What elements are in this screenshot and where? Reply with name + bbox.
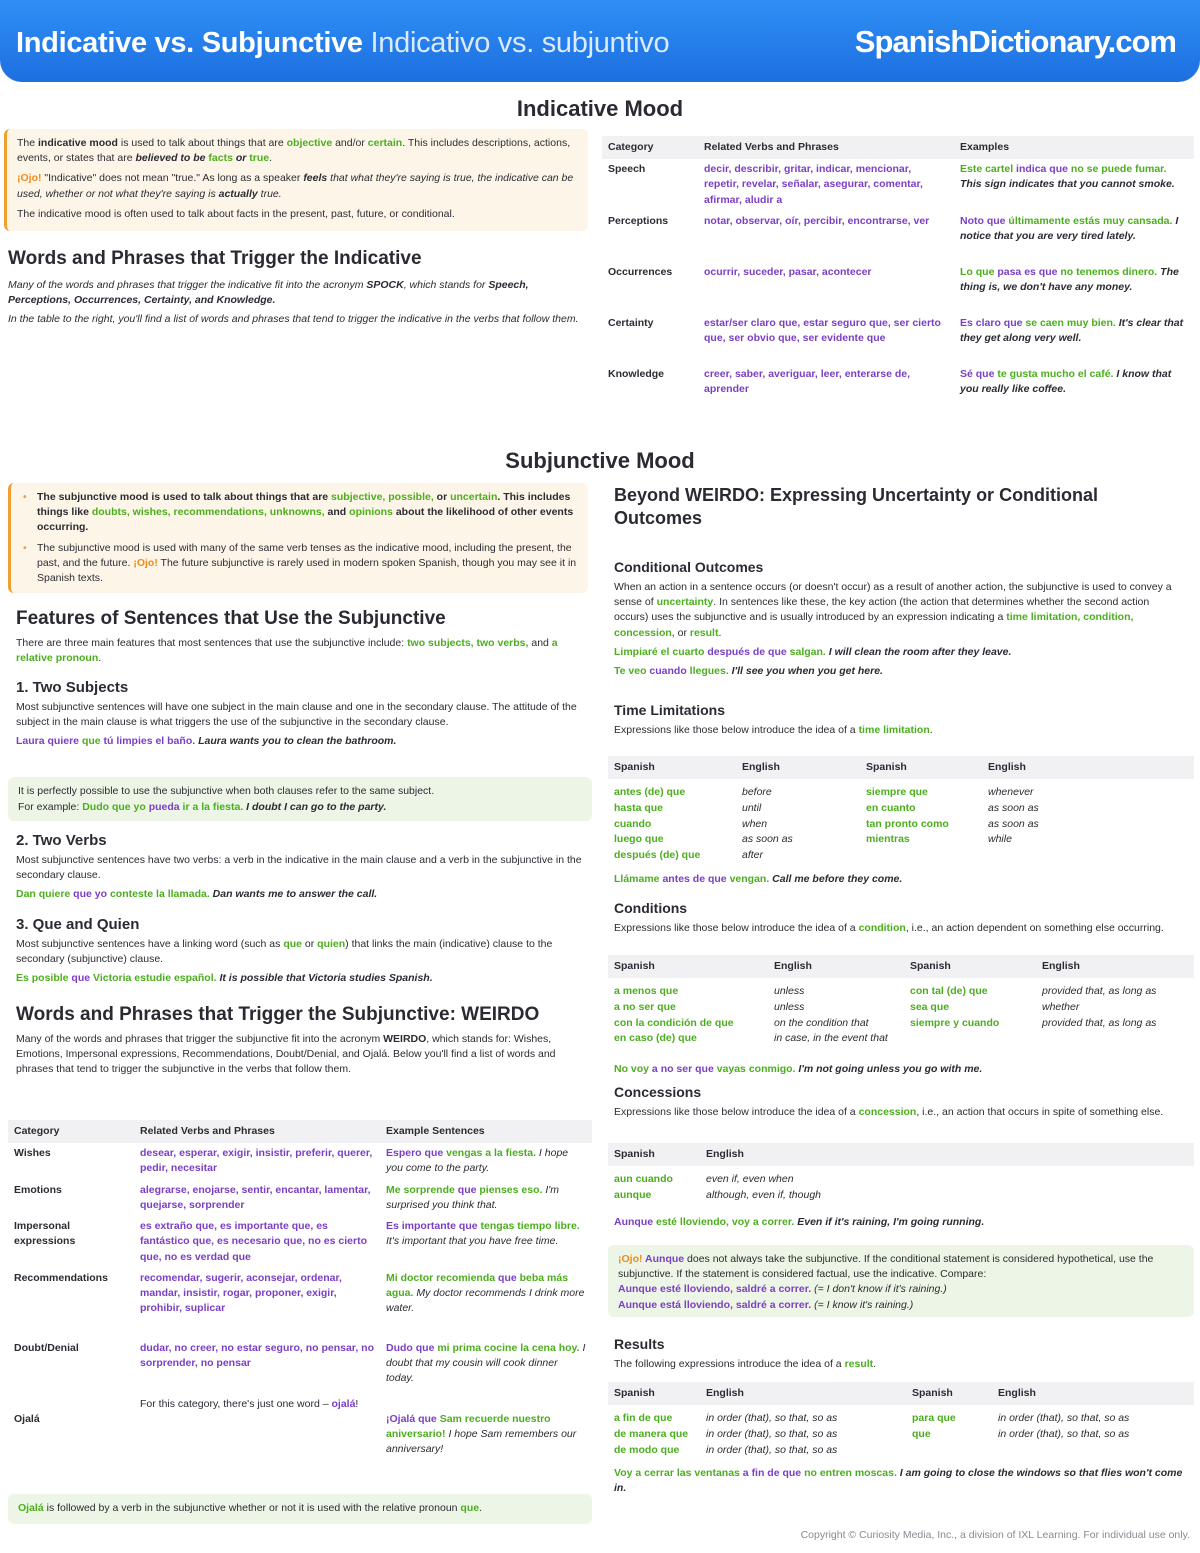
table-row: aunque although, even if, though <box>614 1188 822 1201</box>
indicative-trigger-text: Many of the words and phrases that trigger the indicative fit into the acronym SPOCK, which stands for Speech, Perceptions, Occurrences, Certainty, and Knowledge. In the table to the right, you'll find a list of words and phrases that tend to trigger the indicative in the verbs that follow them. <box>8 279 579 326</box>
table-row: Speech decir, describir, gritar, indicar, mencionar, repetir, revelar, señalar, asegurar, comentar, afirmar, aludir a Este cartel indica que no se puede fumar. This sign indicates that you cannot smoke. <box>608 163 1175 206</box>
subjunctive-info-li1: • The subjunctive mood is used to talk about things that are subjective, possible, or uncertain. This includes things like doubts, wishes, recommendations, unknowns, and opinions about the likelihood of other events occurring. <box>21 490 578 536</box>
table-row: antes (de) que before siempre que whenever <box>614 786 1034 799</box>
conditions-table: Spanish English Spanish English a menos que unless con tal (de) que provided that, as long as a no ser que unless sea que whether con la condición de que on the condition that siempre y cuando provided that, as long as en caso (de) que in case, in the event that <box>608 955 1194 1047</box>
subjunctive-info-li2: • The subjunctive mood is used with many of the same verb tenses as the indicative mood, including the present, the past, and the future. ¡Ojo! The future subjunctive is rarely used in modern spoken Spanish, though you may see it in Spanish texts. <box>21 541 578 587</box>
concessions-example: Aunque esté lloviendo, voy a correr. Even if it's raining, I'm going running. <box>614 1216 985 1228</box>
copyright-footer: Copyright © Curiosity Media, Inc., a division of IXL Learning. For individual use only. <box>800 1529 1190 1541</box>
brand-logo[interactable]: SpanishDictionary.com <box>854 24 1176 59</box>
weirdo-heading: Words and Phrases that Trigger the Subjunctive: WEIRDO <box>16 1004 540 1025</box>
table-row: de modo que in order (that), so that, so as <box>614 1443 838 1456</box>
table-row: a menos que unless con tal (de) que provided that, as long as <box>614 985 1157 998</box>
spock-header-category: Category <box>602 136 698 159</box>
ojala-note: Ojalá is followed by a verb in the subjunctive whether or not it is used with the relative pronoun que. <box>8 1494 592 1524</box>
indicative-info-p1: The indicative mood is used to talk about things that are objective and/or certain. This includes descriptions, actions, events, or states that are believed to be facts or true. <box>17 137 571 165</box>
conditions-text: Expressions like those below introduce the idea of a condition, i.e., an action dependent on something else occurring. <box>614 922 1164 934</box>
subjunctive-section-title: Subjunctive Mood <box>505 448 695 473</box>
features-text: There are three main features that most sentences that use the subjunctive include: two subjects, two verbs, and a relative pronoun. <box>16 637 558 665</box>
conditions-heading: Conditions <box>614 900 688 916</box>
weirdo-text: Many of the words and phrases that trigger the subjunctive fit into the acronym WEIRDO, which stands for: Wishes, Emotions, Impersonal expressions, Recommendations, Doubt/Denial, and Ojalá. Below you'll find a list of words and phrases that tend to trigger the subjunctive in the verbs that follow them. <box>16 1033 556 1076</box>
table-row: Emotions alegrarse, enojarse, sentir, encantar, lamentar, quejarse, sorprender Me sorprende que pienses eso. I'm surprised you think that. <box>14 1183 559 1211</box>
same-subject-note: It is perfectly possible to use the subjunctive when both clauses refer to the same subject. For example: Dudo que yo pueda ir a la fiesta. I doubt I can go to the party. <box>8 777 592 821</box>
concessions-table: Spanish English aun cuando even if, even when aunque although, even if, though <box>608 1143 1194 1204</box>
feature-two-subjects-text: Most subjunctive sentences will have one subject in the main clause and one in the secondary clause. The attitude of the subject in the main clause is what triggers the use of the subjunctive in the secondary clause. Laura quiere que tú limpies el baño. Laura wants you to clean the bathroom. <box>16 701 577 748</box>
spock-header-examples: Examples <box>954 136 1194 159</box>
indicative-trigger-heading: Words and Phrases that Trigger the Indicative <box>8 248 422 269</box>
table-row: Recommendations recomendar, sugerir, aconsejar, ordenar, mandar, insistir, rogar, proponer, exigir, prohibir, suplicar Mi doctor recomienda que beba más agua. My doctor recommends I drink more water. <box>14 1271 585 1315</box>
conditional-outcomes-text: When an action in a sentence occurs (or doesn't occur) as a result of another action, the subjunctive is used to convey a sense of uncertainty. In sentences like these, the key action (the action that determines whether the second action occurs) uses the subjunctive and is usually introduced by an expression indicating a time limitation, condition, concession, or result. Limpiaré el cuarto después de que salgan. I will clean the room after they leave. Te veo cuando llegues. I'll see you when you get here. <box>614 581 1172 678</box>
table-row: a no ser que unless sea que whether <box>614 1000 1080 1013</box>
concessions-text: Expressions like those below introduce the idea of a concession, i.e., an action that occurs in spite of something else. <box>614 1106 1164 1118</box>
weirdo-header-verbs: Related Verbs and Phrases <box>134 1120 380 1143</box>
weirdo-table <box>8 1120 592 1460</box>
conditions-example: No voy a no ser que vayas conmigo. I'm not going unless you go with me. <box>614 1063 983 1075</box>
results-example: Voy a cerrar las ventanas a fin de que no entren moscas. I am going to close the windows so that flies won't come in. <box>614 1467 1183 1495</box>
indicative-ojo-note: ¡Ojo! "Indicative" does not mean "true." As long as a speaker feels that what they're saying is true, the indicative can be used, whether or not what they're saying is actually true. <box>17 172 574 200</box>
time-limitations-table: Spanish English Spanish English antes (de) que before siempre que whenever hasta que until en cuanto as soon as cuando when tan pronto como as soon as luego que as soon as mientras while después (de) que after <box>608 756 1194 864</box>
table-row: cuando when tan pronto como as soon as <box>614 817 1039 830</box>
table-row: en caso (de) que in case, in the event that <box>614 1032 888 1045</box>
feature-two-verbs-heading: 2. Two Verbs <box>16 832 107 849</box>
feature-two-verbs-text: Most subjunctive sentences have two verbs: a verb in the indicative in the main clause and a verb in the subjunctive in the secondary clause. Dan quiere que yo conteste la llamada. Dan wants me to answer the call. <box>16 854 582 901</box>
conditional-outcomes-heading: Conditional Outcomes <box>614 559 764 575</box>
table-row: Wishes desear, esperar, exigir, insistir, preferir, querer, pedir, necesitar Espero que vengas a la fiesta. I hope you come to the party. <box>14 1147 569 1175</box>
table-row: a fin de que in order (that), so that, so as para que in order (that), so that, so as <box>614 1412 1130 1425</box>
time-limitations-example: Llámame antes de que vengan. Call me before they come. <box>614 873 903 885</box>
table-row: Ojalá For this category, there's just one word – ojalá! ¡Ojalá que Sam recuerde nuestro aniversario! I hope Sam remembers our anniversary! <box>14 1397 577 1456</box>
spock-table <box>602 136 1194 400</box>
feature-que-quien-heading: 3. Que and Quien <box>16 916 140 933</box>
concessions-heading: Concessions <box>614 1084 702 1100</box>
results-heading: Results <box>614 1336 665 1352</box>
results-text: The following expressions introduce the idea of a result. <box>614 1358 877 1370</box>
aunque-note: ¡Ojo! Aunque does not always take the subjunctive. If the conditional statement is considered hypothetical, use the subjunctive. If the statement is considered factual, use the indicative. Compare: Aunque esté lloviendo, saldré a correr. (= I don't know if it's raining.) Aunque está lloviendo, saldré a correr. (= I know it's raining.) <box>608 1245 1194 1317</box>
title-spanish: Indicativo vs. subjuntivo <box>370 27 670 59</box>
beyond-weirdo-heading: Beyond WEIRDO: Expressing Uncertainty or Conditional Outcomes <box>614 485 1099 529</box>
table-row: después (de) que after <box>614 849 764 862</box>
table-row: Certainty estar/ser claro que, estar seguro que, ser cierto que, ser obvio que, ser evidente que Es claro que se caen muy bien. It's clear that they get along very well. <box>608 316 1184 345</box>
feature-que-quien-text: Most subjunctive sentences have a linking word (such as que or quien) that links the main (indicative) clause to the secondary (subjunctive) clause. Es posible que Victoria estudie español. It is possible that Victoria studies Spanish. <box>16 938 553 985</box>
table-row: con la condición de que on the condition that siempre y cuando provided that, as long as <box>614 1016 1157 1029</box>
table-row: aun cuando even if, even when <box>614 1173 794 1186</box>
table-row: Impersonal expressions es extraño que, es importante que, es fantástico que, es necesario que, no es cierto que, no es verdad que Es importante que tengas tiempo libre. It's important that you have free time. <box>14 1220 580 1263</box>
page-header <box>0 0 1200 82</box>
indicative-section-title: Indicative Mood <box>516 96 684 121</box>
table-row: Perceptions notar, observar, oír, percibir, encontrarse, ver Noto que últimamente estás muy cansada. I notice that you are very tired lately. <box>608 214 1179 243</box>
table-row: de manera que in order (that), so that, so as que in order (that), so that, so as <box>614 1427 1130 1440</box>
table-row: Occurrences ocurrir, suceder, pasar, acontecer Lo que pasa es que no tenemos dinero. The thing is, we don't have any money. <box>608 265 1179 294</box>
feature-two-subjects-heading: 1. Two Subjects <box>16 679 129 696</box>
spock-header-verbs: Related Verbs and Phrases <box>698 136 954 159</box>
time-limitations-text: Expressions like those below introduce the idea of a time limitation. <box>614 724 933 736</box>
indicative-info-p3: The indicative mood is often used to talk about facts in the present, past, future, or conditional. <box>17 207 455 220</box>
time-limitations-heading: Time Limitations <box>614 702 725 718</box>
subjunctive-info-box <box>8 483 588 593</box>
indicative-info-box <box>4 129 588 231</box>
weirdo-header-examples: Example Sentences <box>380 1120 592 1143</box>
results-table: Spanish English Spanish English a fin de que in order (that), so that, so as para que in order (that), so that, so as de manera que in order (that), so that, so as que in order (that), so that, so as de modo que in order (that), so that, so as <box>608 1382 1194 1458</box>
title-english: Indicative vs. Subjunctive <box>16 27 363 59</box>
page-title <box>16 22 669 64</box>
features-heading: Features of Sentences that Use the Subjunctive <box>16 608 446 629</box>
table-row: Knowledge creer, saber, averiguar, leer, enterarse de, aprender Sé que te gusta mucho el café. I know that you really like coffee. <box>608 367 1172 396</box>
weirdo-header-category: Category <box>8 1120 134 1143</box>
table-row: hasta que until en cuanto as soon as <box>614 801 1039 814</box>
table-row: luego que as soon as mientras while <box>614 833 1012 846</box>
table-row: Doubt/Denial dudar, no creer, no estar seguro, no pensar, no sorprender, no pensar Dudo que mi prima cocine la cena hoy. I doubt that my cousin will cook dinner today. <box>14 1341 586 1385</box>
